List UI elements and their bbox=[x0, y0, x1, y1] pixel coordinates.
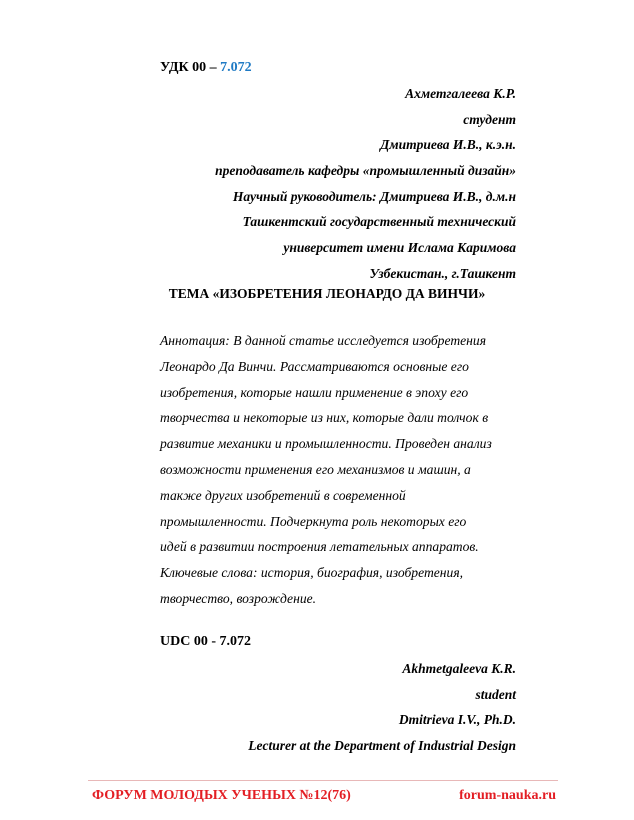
footer-journal-name: ФОРУМ МОЛОДЫХ УЧЕНЫХ №12(76) bbox=[92, 788, 351, 803]
abstract-line: Ключевые слова: история, биография, изобретения, bbox=[160, 565, 464, 581]
author-line-en: Dmitrieva I.V., Ph.D. bbox=[398, 712, 516, 728]
author-line: Дмитриева И.В., к.э.н. bbox=[380, 137, 516, 153]
author-block-ru bbox=[215, 85, 516, 291]
abstract-line: возможности применения его механизмов и машин, а bbox=[160, 461, 471, 477]
udc-number: 7.072 bbox=[220, 60, 252, 75]
author-line: Узбекистан., г.Ташкент bbox=[369, 265, 516, 281]
abstract-line: изобретения, которые нашли применение в эпоху его bbox=[160, 384, 469, 400]
abstract-line: Аннотация: В данной статье исследуется изобретения bbox=[160, 333, 487, 348]
abstract-line: также других изобретений в современной bbox=[160, 487, 406, 503]
footer-divider bbox=[88, 780, 558, 781]
author-line-en: Akhmetgaleeva K.R. bbox=[402, 661, 516, 676]
udc-prefix: УДК 00 – bbox=[160, 60, 221, 75]
abstract-line: творчество, возрождение. bbox=[160, 590, 317, 606]
abstract-line: идей в развитии построения летательных аппаратов. bbox=[160, 539, 479, 555]
author-line: студент bbox=[463, 111, 516, 127]
author-line: преподаватель кафедры «промышленный дизайн» bbox=[215, 163, 516, 179]
author-line: Ташкентский государственный технический bbox=[242, 214, 516, 230]
author-line: университет имени Ислама Каримова bbox=[283, 240, 516, 256]
abstract-line: развитие механики и промышленности. Проведен анализ bbox=[160, 436, 492, 452]
paper-title: ТЕМА «ИЗОБРЕТЕНИЯ ЛЕОНАРДО ДА ВИНЧИ» bbox=[168, 286, 486, 301]
abstract-line: Леонардо Да Винчи. Рассматриваются основные его bbox=[160, 358, 469, 374]
author-block-en bbox=[248, 660, 516, 763]
author-line: Ахметгалеева К.Р. bbox=[405, 86, 516, 101]
abstract-line: творчества и некоторые из них, которые дали толчок в bbox=[160, 410, 489, 426]
udc-code-en: UDC 00 - 7.072 bbox=[160, 634, 251, 649]
author-line: Научный руководитель: Дмитриева И.В., д.м.н bbox=[232, 188, 516, 204]
udc-code-ru bbox=[160, 60, 252, 76]
abstract bbox=[160, 328, 540, 612]
abstract-line: промышленности. Подчеркнута роль некоторых его bbox=[160, 513, 467, 529]
footer-website-link[interactable]: forum-nauka.ru bbox=[459, 788, 556, 803]
author-line-en: Lecturer at the Department of Industrial Design bbox=[248, 738, 516, 754]
author-line-en: student bbox=[475, 686, 516, 702]
